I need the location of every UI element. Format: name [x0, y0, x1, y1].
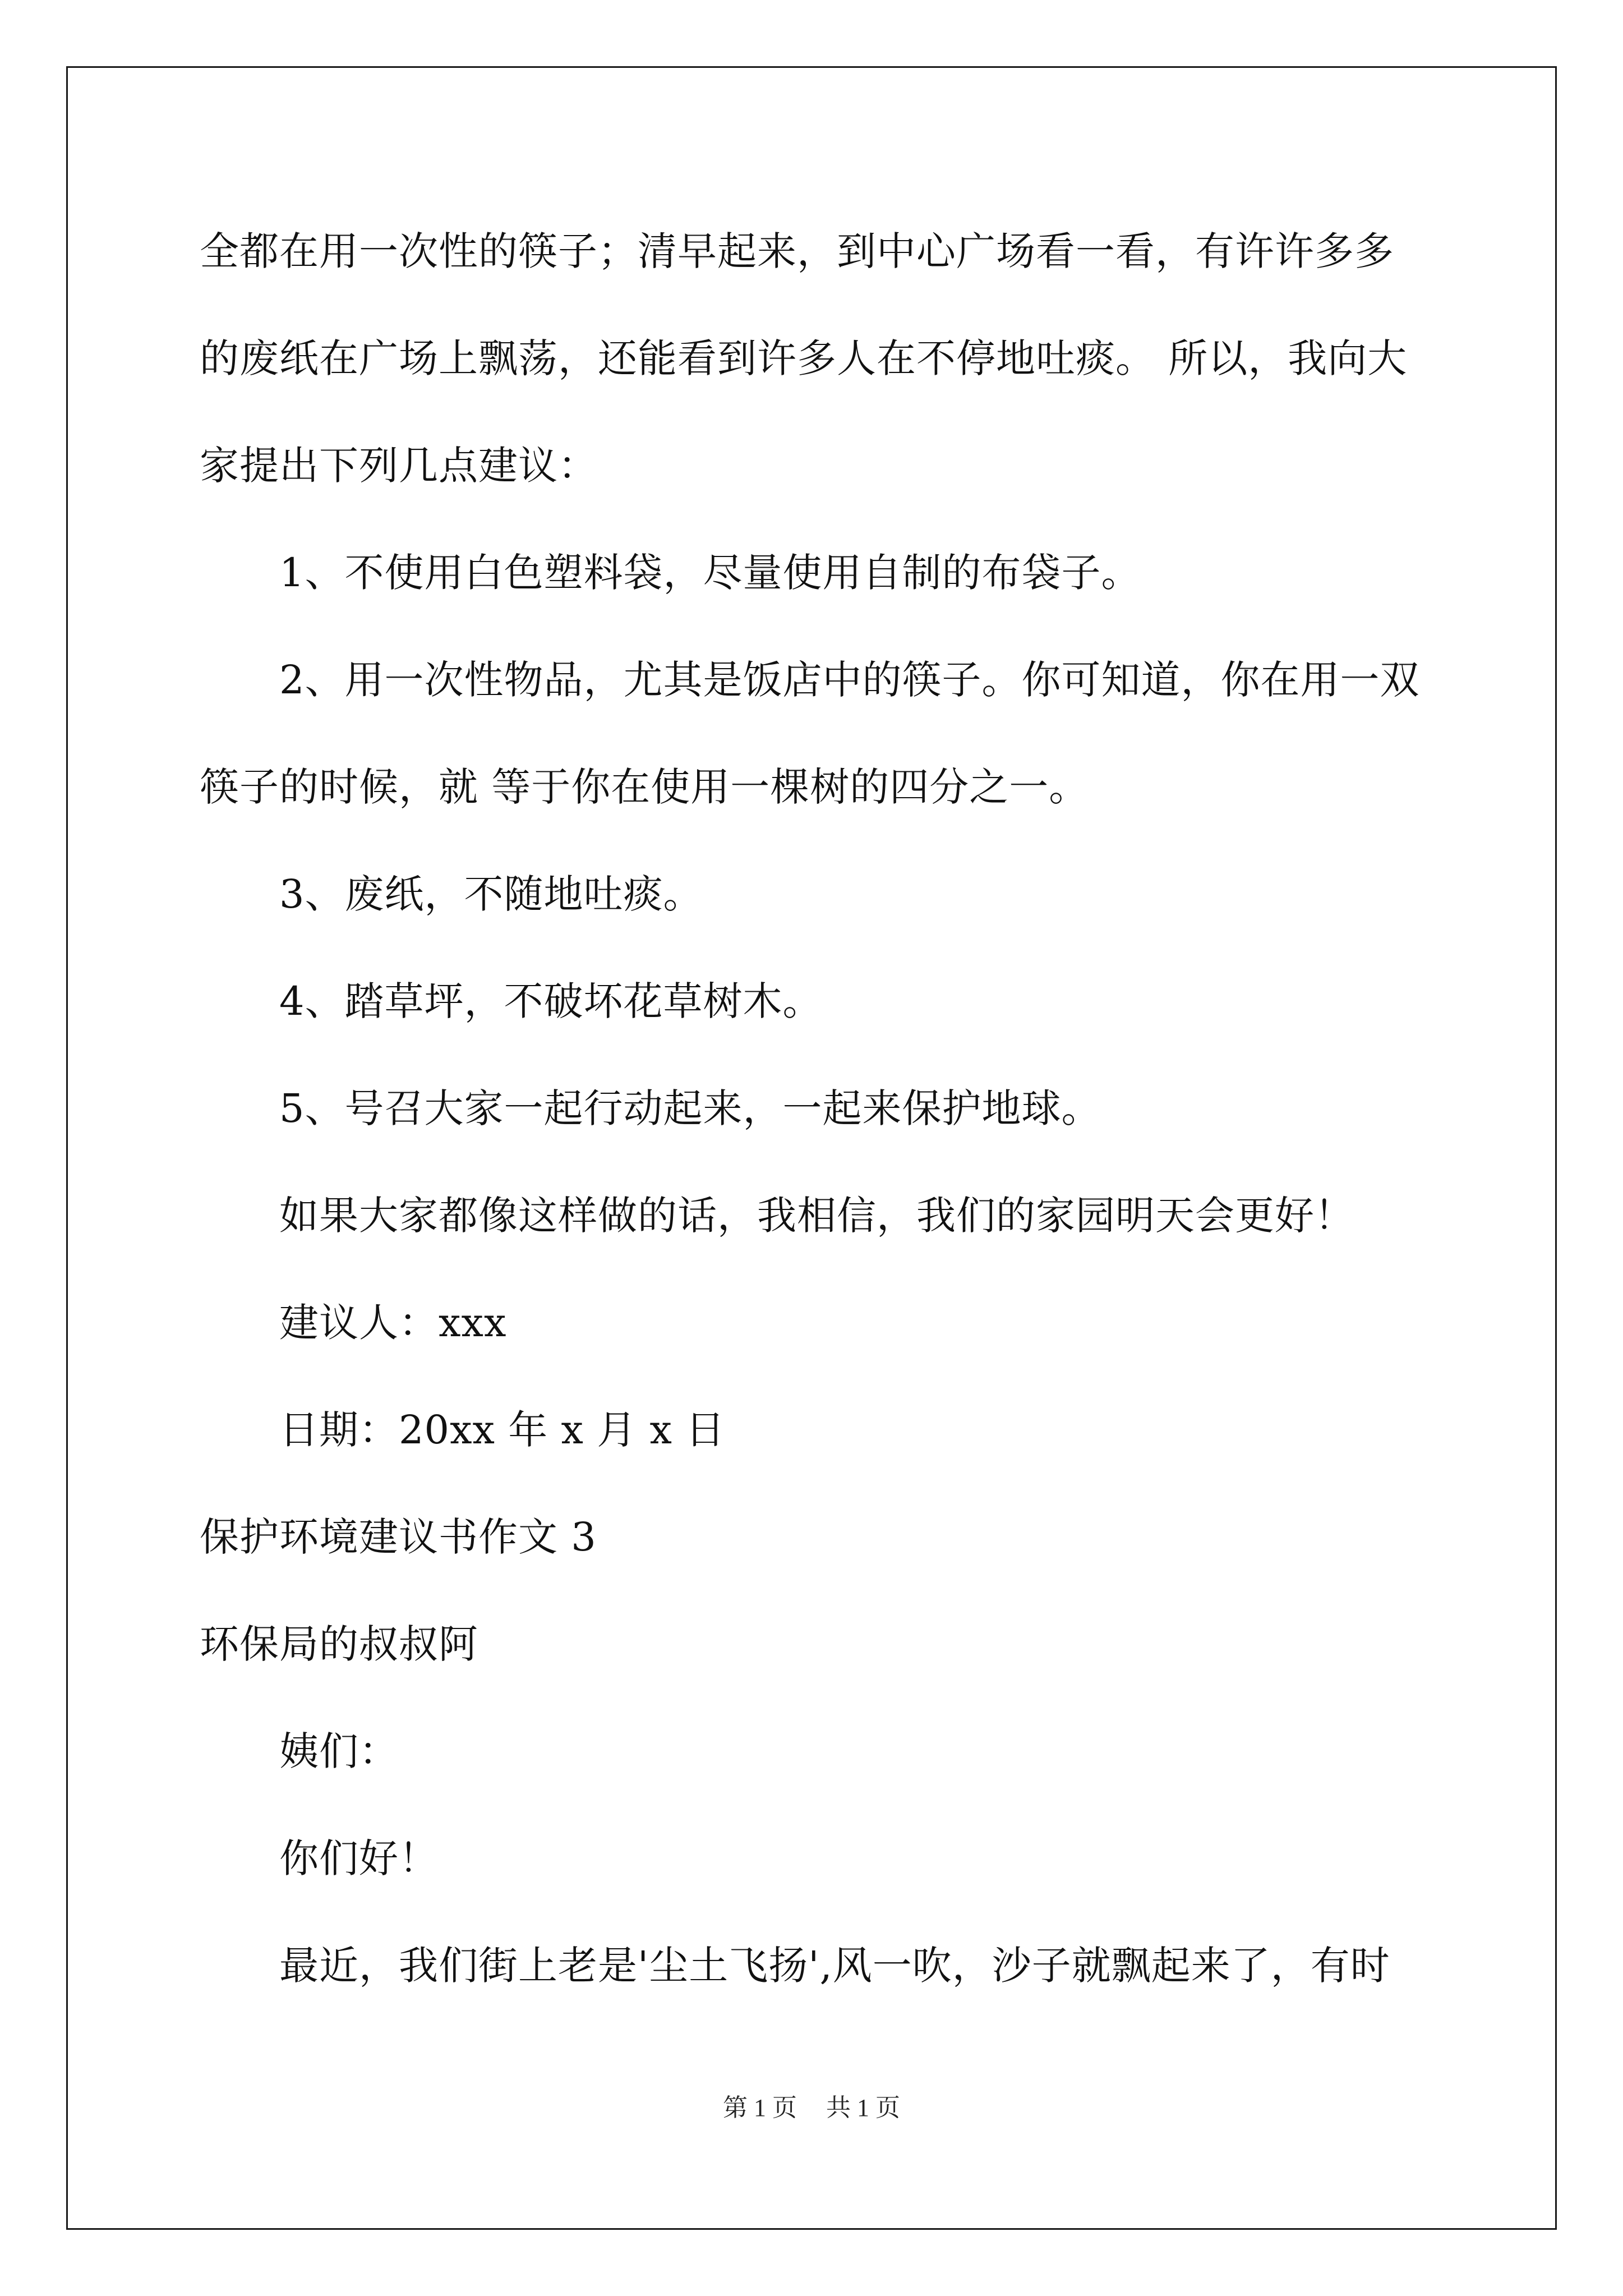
page-number: 第 1 页: [723, 2094, 797, 2122]
suggestion-item-3: 3、废纸，不随地吐痰。: [279, 871, 703, 917]
signature: 建议人：xxx: [279, 1300, 507, 1346]
suggestion-item-5: 5、号召大家一起行动起来，一起来保护地球。: [279, 1085, 1101, 1131]
text-line: 的废纸在广场上飘荡，还能看到许多人在不停地吐痰。 所以，我向大: [200, 335, 1408, 381]
text-line: 最近，我们街上老是'尘土飞扬',风一吹，沙子就飘起来了，有时: [279, 1943, 1390, 1989]
suggestion-item-4: 4、踏草坪，不破坏花草树木。: [279, 978, 823, 1024]
document-body: [200, 218, 1445, 2039]
page-footer: [0, 2091, 1623, 2125]
salutation-line: 环保局的叔叔阿: [200, 1621, 478, 1667]
date: 日期：20xx 年 x 月 x 日: [279, 1407, 726, 1453]
closing-paragraph: 如果大家都像这样做的话，我相信，我们的家园明天会更好！: [279, 1193, 1354, 1239]
text-line: 家提出下列几点建议：: [200, 443, 598, 489]
suggestion-item-1: 1、不使用白色塑料袋，尽量使用自制的布袋子。: [279, 550, 1141, 596]
suggestion-item-2: 2、用一次性物品，尤其是饭店中的筷子。你可知道，你在用一双: [279, 657, 1420, 703]
text-line: 全都在用一次性的筷子；清早起来，到中心广场看一看，有许许多多: [200, 228, 1394, 274]
page-count: 共 1 页: [826, 2094, 900, 2122]
section-title: 保护环境建议书作文 3: [200, 1514, 597, 1560]
greeting: 你们好！: [279, 1835, 439, 1881]
text-line: 筷子的时候，就 等于你在使用一棵树的四分之一。: [200, 764, 1089, 810]
salutation-line: 姨们：: [279, 1728, 399, 1774]
